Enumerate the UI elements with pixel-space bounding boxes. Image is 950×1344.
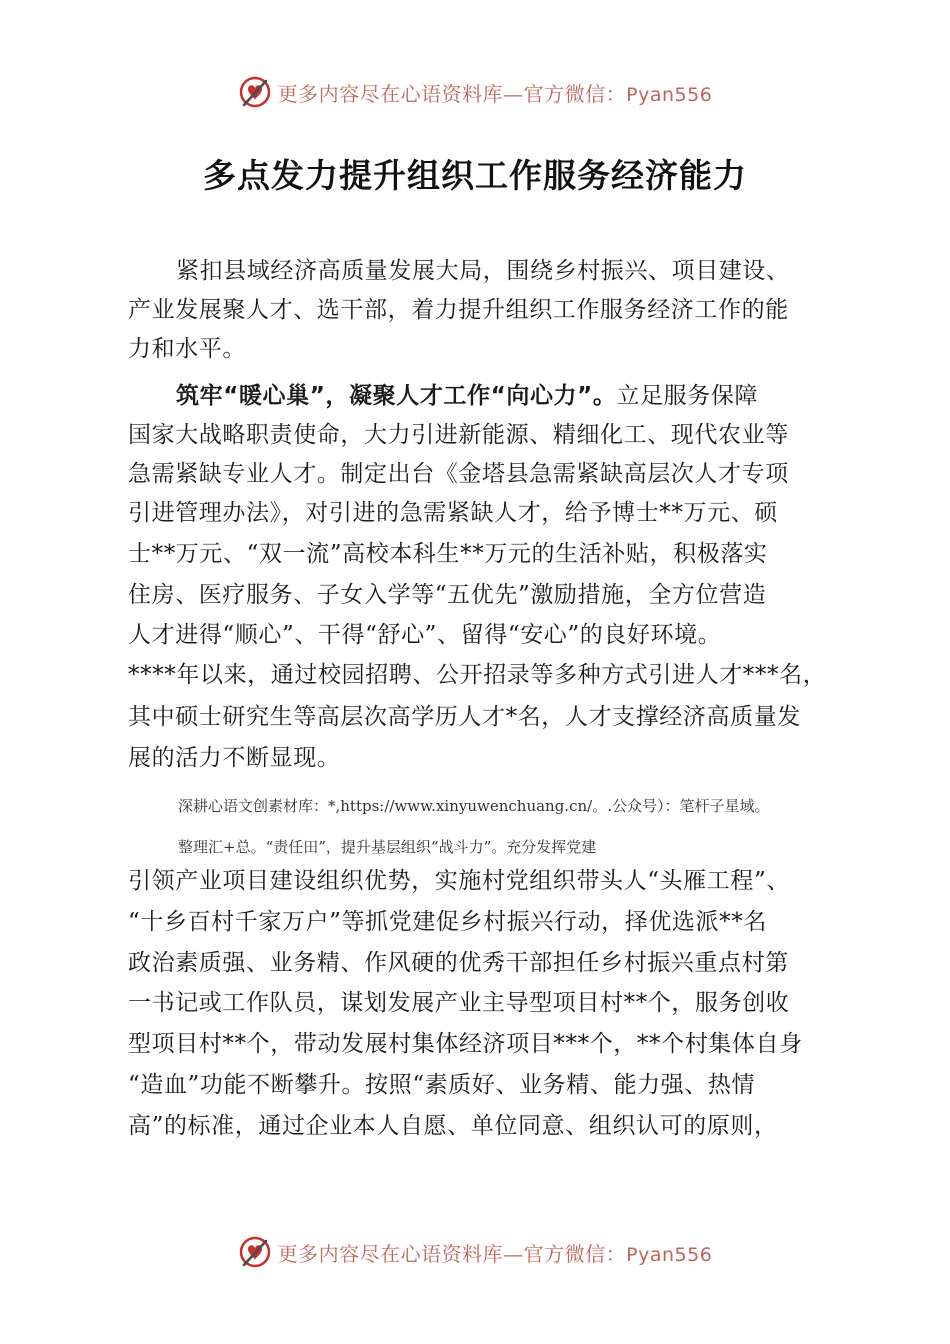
paragraph-line: 其中硕士研究生等高层次高学历人才*名，人才支撑经济高质量发: [128, 704, 801, 730]
paragraph-line: 士**万元、“双一流”高校本科生**万元的生活补贴，积极落实: [128, 541, 768, 567]
paragraph-line: 人才进得“顺心”、干得“舒心”、留得“安心”的良好环境。: [128, 622, 722, 648]
paragraph-line: 产业发展聚人才、选干部，着力提升组织工作服务经济工作的能: [128, 297, 789, 323]
banner-text: 更多内容尽在心语资料库—官方微信：Pyan556: [277, 1241, 713, 1266]
paragraph-line: “十乡百村千家万户”等抓党建促乡村振兴行动，择优选派**名: [128, 909, 767, 935]
wechat-id: Pyan556: [626, 83, 713, 106]
heart-pen-logo-icon: [238, 1235, 272, 1269]
footer-watermark: [0, 1232, 950, 1272]
paragraph-line: 急需紧缺专业人才。制定出台《金塔县急需紧缺高层次人才专项: [128, 461, 789, 487]
paragraph-line: 住房、医疗服务、子女入学等“五优先”激励措施，全方位营造: [128, 582, 767, 608]
paragraph-line: 紧扣县域经济高质量发展大局，围绕乡村振兴、项目建设、: [176, 258, 790, 284]
paragraph-line: 型项目村**个，带动发展村集体经济项目***个，**个村集体自身: [128, 1031, 803, 1057]
section-heading: 筑牢“暖心巢”，凝聚人才工作“向心力”。: [176, 383, 617, 409]
paragraph-line: 高”的标准，通过企业本人自愿、单位同意、组织认可的原则，: [128, 1113, 778, 1139]
paragraph-line: 引进管理办法》，对引进的急需紧缺人才，给予博士**万元、硕: [128, 500, 778, 526]
watermark-note: 整理汇+总。“责任田”，提升基层组织“战斗力”。充分发挥党建: [178, 838, 597, 856]
wechat-id: Pyan556: [626, 1243, 713, 1266]
paragraph-line: 引领产业项目建设组织优势，实施村党组织带头人“头雁工程”、: [128, 868, 790, 894]
paragraph-text: 立足服务保障: [616, 383, 759, 409]
paragraph-line: 政治素质强、业务精、作风硬的优秀干部担任乡村振兴重点村第: [128, 950, 789, 976]
paragraph-line: 展的活力不断显现。: [128, 745, 341, 771]
heart-pen-logo-icon: [238, 75, 272, 109]
section-heading-line: [176, 381, 758, 411]
banner-text: 更多内容尽在心语资料库—官方微信：Pyan556: [277, 81, 713, 106]
document-title: 多点发力提升组织工作服务经济能力: [203, 156, 747, 195]
paragraph-line: 国家大战略职责使命，大力引进新能源、精细化工、现代农业等: [128, 422, 789, 448]
paragraph-line: “造血”功能不断攀升。按照“素质好、业务精、能力强、热情: [128, 1072, 756, 1098]
watermark-note: 深耕心语文创素材库：*,https://www.xinyuwenchuang.cn/。.公众号）：笔杆子星域。: [178, 797, 770, 815]
paragraph-line: 力和水平。: [128, 336, 246, 362]
paragraph-line: 一书记或工作队员，谋划发展产业主导型项目村**个，服务创收: [128, 990, 790, 1016]
header-watermark: [0, 72, 950, 112]
paragraph-line: ****年以来，通过校园招聘、公开招录等多种方式引进人才***名，: [128, 662, 827, 688]
